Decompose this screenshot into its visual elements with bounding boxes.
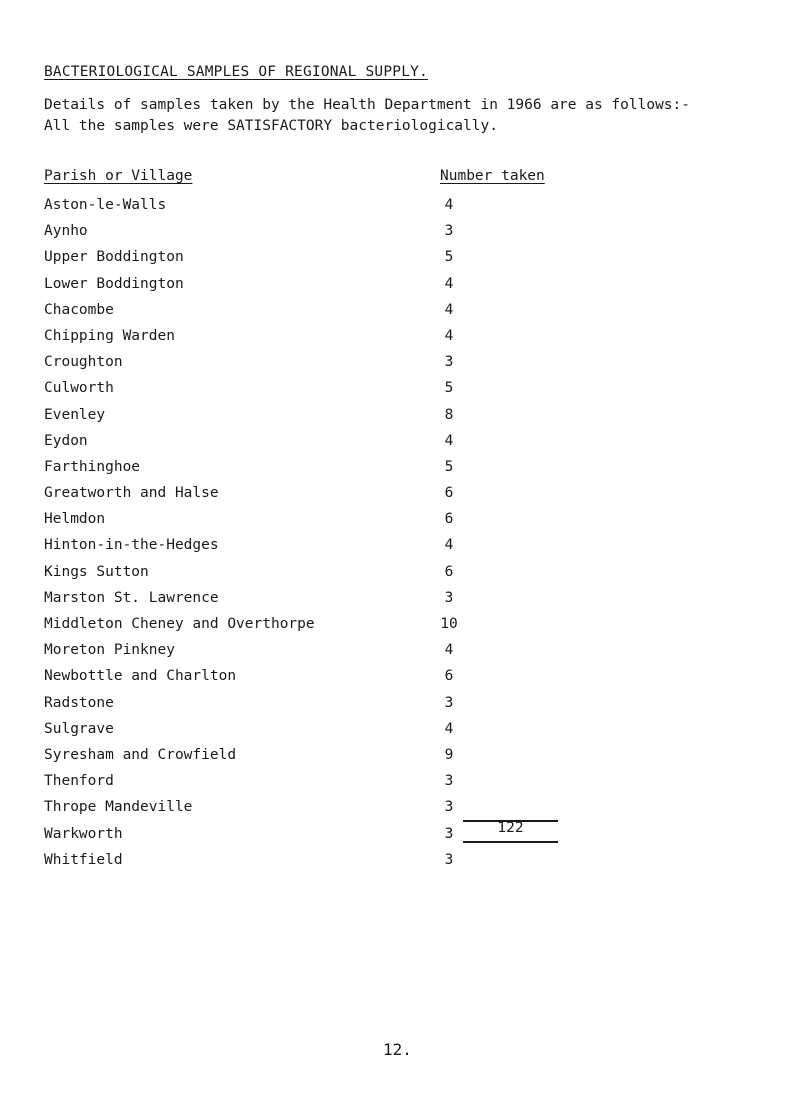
sample-count: 3 [444, 799, 454, 816]
table-row [44, 249, 604, 275]
parish-name: Croughton [44, 354, 123, 371]
parish-name: Middleton Cheney and Overthorpe [44, 616, 315, 632]
sample-count: 4 [444, 301, 454, 318]
parish-name: Marston St. Lawrence [44, 589, 219, 606]
parish-name: Chacombe [44, 301, 114, 318]
table-row [44, 642, 604, 668]
parish-name: Upper Boddington [44, 249, 184, 266]
total-bottom-rule [463, 841, 558, 843]
table-row [44, 380, 604, 406]
table-row [44, 668, 604, 694]
sample-count: 5 [444, 458, 454, 475]
parish-name: Evenley [44, 406, 106, 423]
table-row [44, 433, 604, 459]
parish-name: Helmdon [44, 511, 106, 528]
parish-name: Moreton Pinkney [44, 642, 175, 659]
table-row [44, 354, 604, 380]
parish-name: Whitfield [44, 851, 123, 868]
sample-count: 5 [444, 249, 454, 266]
sample-count: 4 [444, 432, 454, 449]
sample-count: 3 [444, 825, 454, 842]
parish-name: Aston-le-Walls [44, 197, 167, 213]
parish-name: Warkworth [44, 825, 123, 842]
intro-line-1: Details of samples taken by the Health Department in 1966 are as follows:- [44, 97, 691, 113]
table-row [44, 537, 604, 563]
parish-name: Culworth [44, 380, 114, 397]
page-number: 12. [383, 1040, 412, 1059]
sample-count: 4 [444, 537, 454, 554]
sample-count: 6 [444, 563, 454, 580]
table-row [44, 511, 604, 537]
parish-name: Lower Boddington [44, 275, 184, 292]
sample-count: 6 [444, 485, 454, 502]
table-row [44, 459, 604, 485]
table-row [44, 485, 604, 511]
sample-count: 5 [444, 380, 454, 397]
table-row [44, 852, 604, 878]
table-row [44, 302, 604, 328]
sample-count: 9 [444, 746, 454, 763]
sample-count: 3 [444, 354, 454, 371]
parish-name: Hinton-in-the-Hedges [44, 537, 219, 554]
document-title: BACTERIOLOGICAL SAMPLES OF REGIONAL SUPPLY. [44, 64, 428, 80]
parish-name: Eydon [44, 432, 88, 449]
intro-line-2: All the samples were SATISFACTORY bacteriologically. [44, 118, 498, 134]
sample-count: 4 [444, 720, 454, 737]
table-row [44, 616, 604, 642]
column-header-number: Number taken [440, 168, 545, 184]
sample-count: 4 [444, 275, 454, 292]
total-count: 122 [497, 820, 524, 836]
sample-count: 3 [444, 851, 454, 868]
column-header-parish: Parish or Village [44, 168, 193, 184]
table-row [44, 223, 604, 249]
table-row [44, 407, 604, 433]
sample-count: 4 [444, 642, 454, 659]
table-row [44, 328, 604, 354]
sample-count: 3 [444, 589, 454, 606]
parish-name: Farthinghoe [44, 458, 141, 475]
parish-name: Thrope Mandeville [44, 799, 193, 816]
parish-name: Thenford [44, 773, 114, 790]
parish-name: Newbottle and Charlton [44, 668, 237, 685]
table-row [44, 747, 604, 773]
table-row [44, 695, 604, 721]
table-row [44, 773, 604, 799]
parish-name: Kings Sutton [44, 563, 149, 580]
sample-count: 3 [444, 694, 454, 711]
sample-count: 6 [444, 668, 454, 685]
samples-table [44, 197, 604, 878]
sample-count: 8 [444, 406, 454, 423]
table-row [44, 590, 604, 616]
table-row [44, 564, 604, 590]
sample-count: 4 [444, 327, 454, 344]
parish-name: Aynho [44, 223, 88, 240]
sample-count: 4 [444, 197, 454, 213]
sample-count: 10 [440, 616, 458, 632]
parish-name: Greatworth and Halse [44, 485, 219, 502]
parish-name: Syresham and Crowfield [44, 746, 237, 763]
table-row [44, 276, 604, 302]
parish-name: Sulgrave [44, 720, 114, 737]
sample-count: 3 [444, 223, 454, 240]
table-row [44, 721, 604, 747]
table-row [44, 197, 604, 223]
parish-name: Chipping Warden [44, 327, 175, 344]
sample-count: 3 [444, 773, 454, 790]
sample-count: 6 [444, 511, 454, 528]
parish-name: Radstone [44, 694, 114, 711]
